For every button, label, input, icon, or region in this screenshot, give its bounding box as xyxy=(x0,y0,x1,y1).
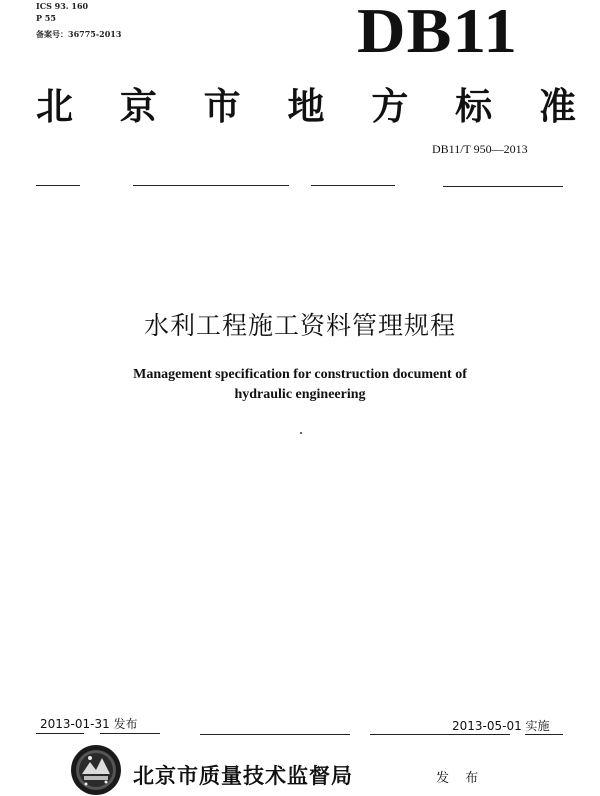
header-divider xyxy=(443,186,563,187)
publisher-name: 北京市质量技术监督局 xyxy=(133,763,353,788)
footer-divider xyxy=(525,734,563,735)
footer-divider xyxy=(200,734,350,735)
document-title-en xyxy=(70,365,530,405)
document-title-cn: 水利工程施工资料管理规程 xyxy=(143,311,456,340)
classification-code: P 55 xyxy=(36,13,56,23)
header-divider xyxy=(311,185,395,186)
implementation-date: 2013-05-01 实施 xyxy=(452,719,550,733)
footer-divider xyxy=(370,734,510,735)
title-char: 方 xyxy=(371,84,409,128)
title-char: 京 xyxy=(119,84,157,128)
issue-date: 2013-01-31 发布 xyxy=(40,717,138,731)
standard-type-title xyxy=(36,76,576,130)
header-divider xyxy=(133,185,289,186)
title-char: 地 xyxy=(287,84,325,128)
title-char: 市 xyxy=(203,84,241,128)
standard-number: DB11/T 950—2013 xyxy=(432,142,528,156)
title-en-line: Management specification for construction document of xyxy=(133,367,467,382)
standard-code-logo: DB11 xyxy=(357,0,519,66)
header-divider xyxy=(36,185,80,186)
publish-label: 发 布 xyxy=(436,771,485,786)
footer-divider xyxy=(100,733,160,734)
title-char: 准 xyxy=(538,84,576,128)
ics-code: ICS 93. 160 xyxy=(36,1,89,11)
publisher-emblem-icon xyxy=(70,744,122,796)
title-en-line: hydraulic engineering xyxy=(234,387,366,402)
title-char: 北 xyxy=(36,84,73,128)
title-char: 标 xyxy=(455,84,493,128)
registration-number: 备案号：36775-2013 xyxy=(36,29,122,39)
footer-divider xyxy=(36,733,84,734)
scan-speck xyxy=(300,432,302,434)
